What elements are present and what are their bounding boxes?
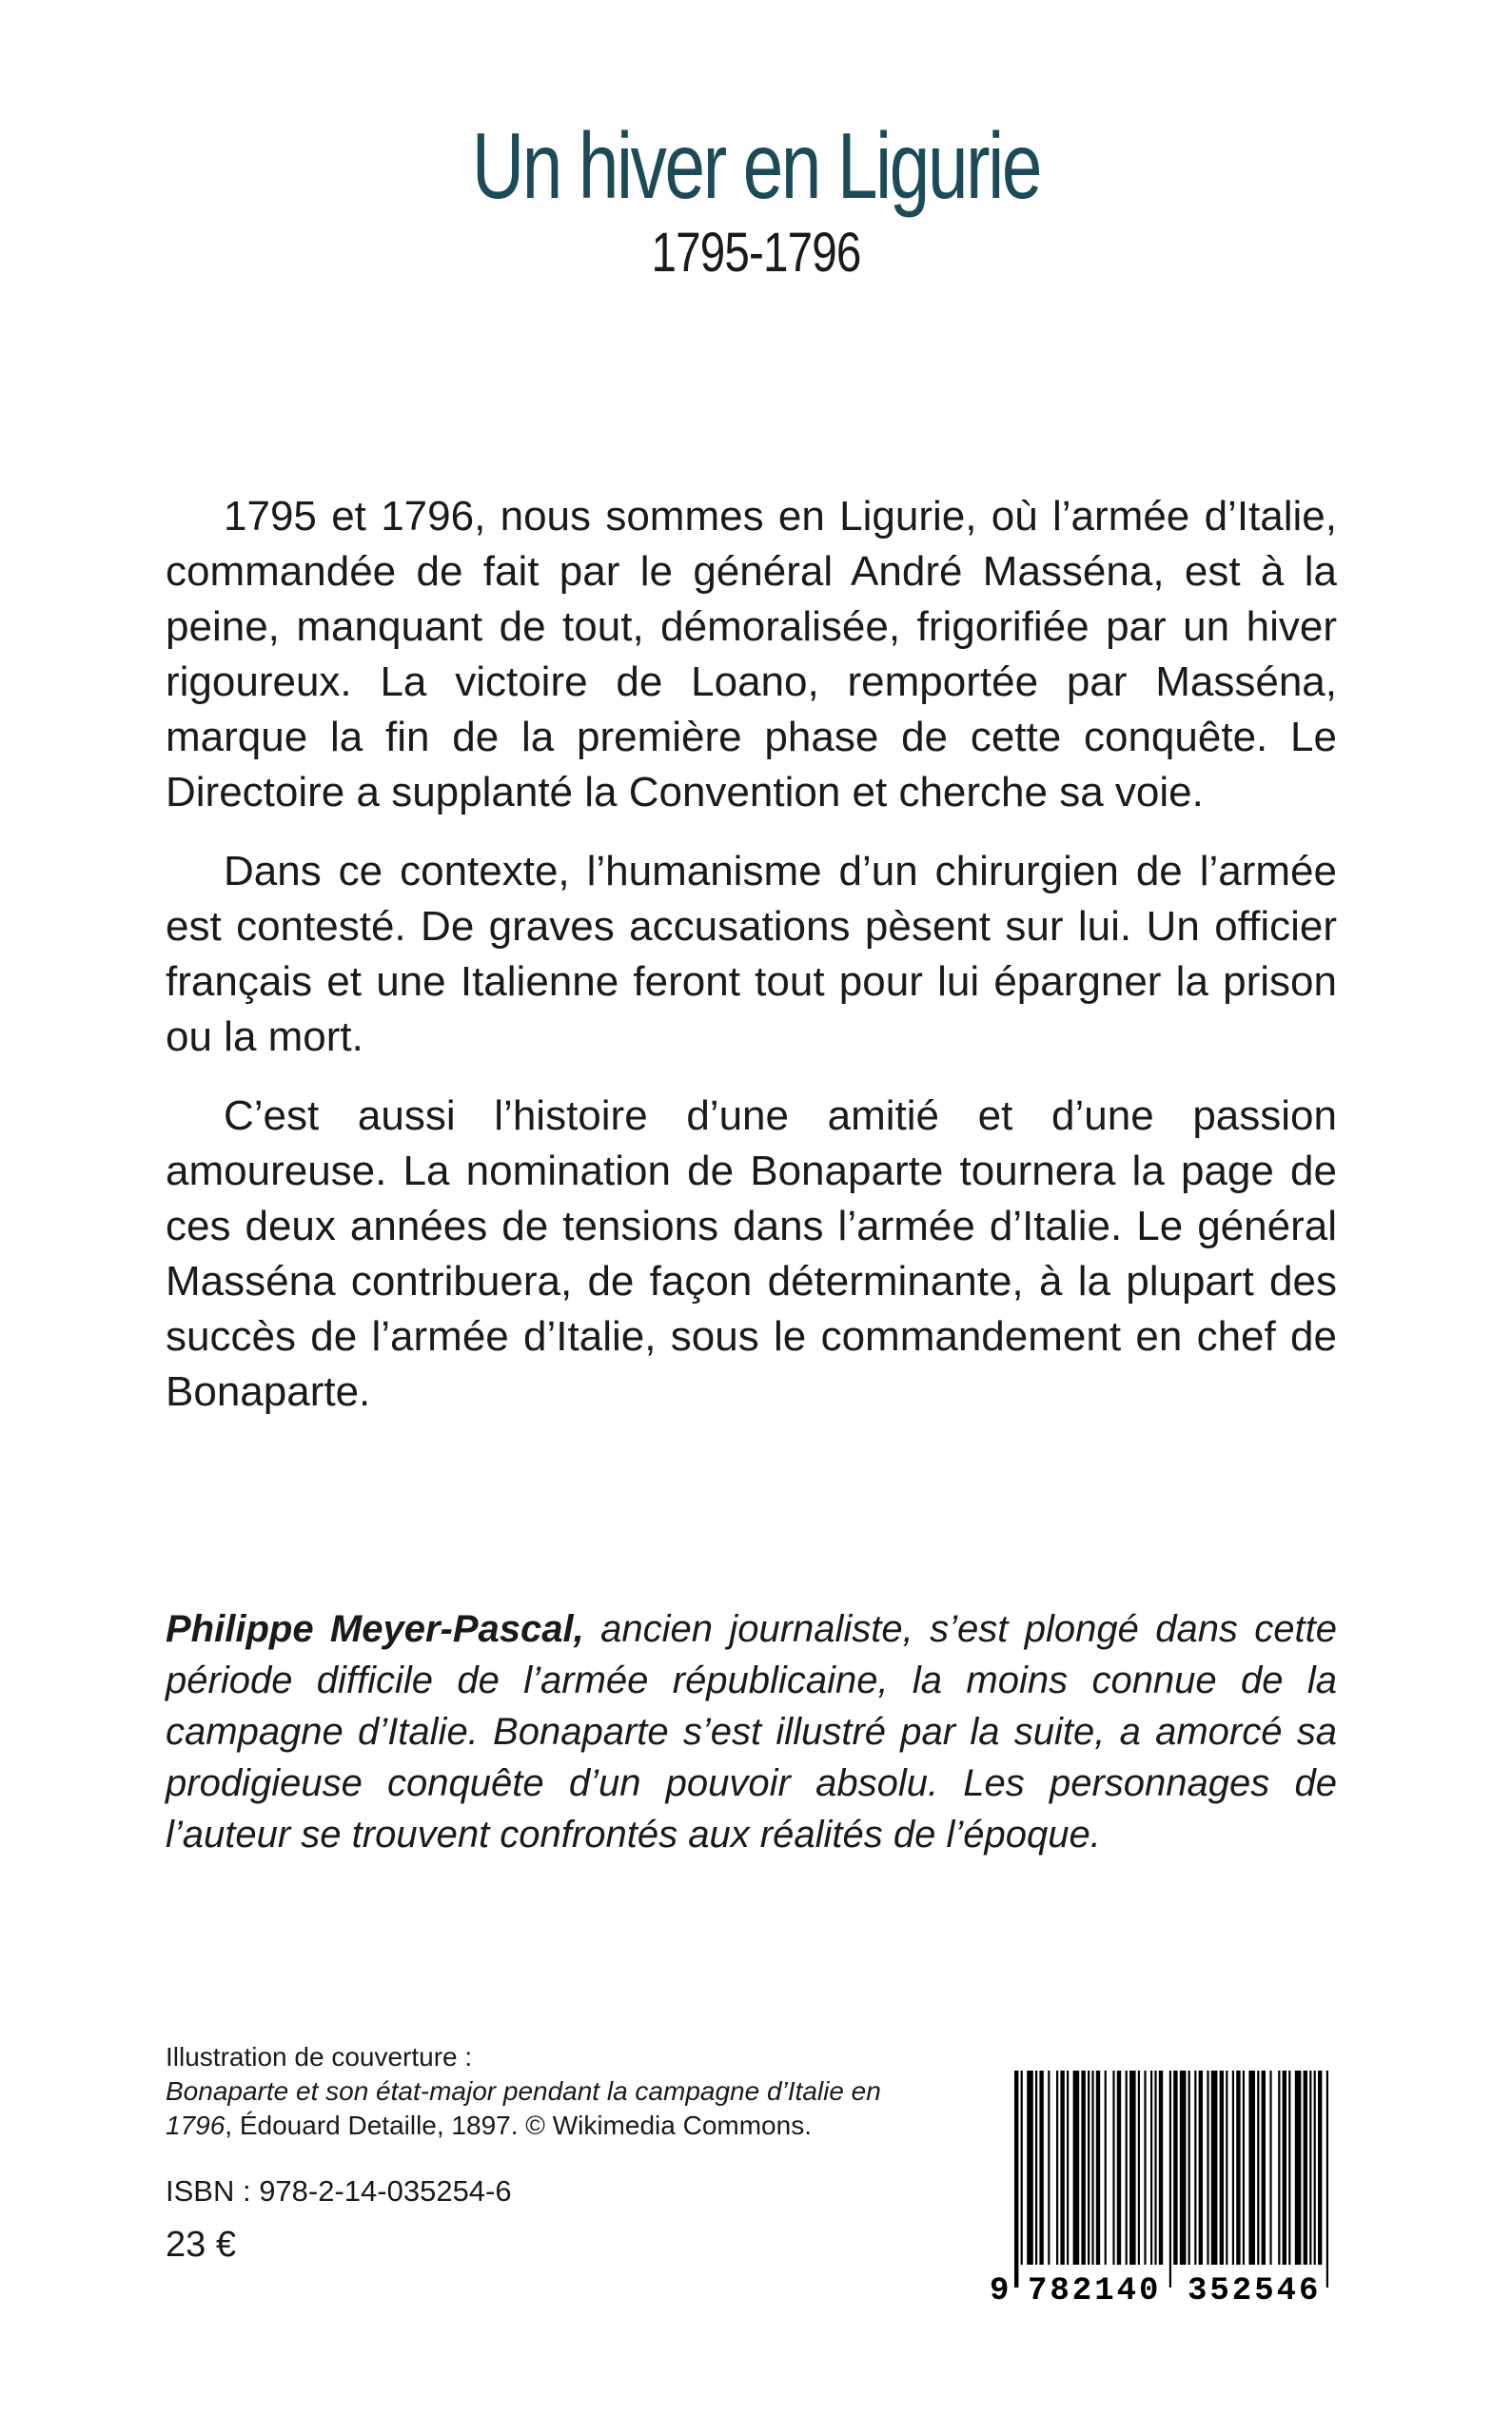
credit-work-title: Bonaparte et son état-major pendant la campagne d’Italie en 1796 — [166, 2076, 881, 2140]
barcode-bar — [1226, 2071, 1227, 2265]
barcode-bar — [1014, 2071, 1018, 2288]
barcode-bar — [1236, 2071, 1240, 2265]
barcode-bar — [1154, 2071, 1156, 2265]
barcode-bar — [1295, 2071, 1302, 2265]
author-bio — [166, 1603, 1337, 1860]
barcode-bar — [1257, 2071, 1259, 2265]
barcode-bar — [1194, 2071, 1196, 2265]
barcode-bar — [1105, 2071, 1107, 2265]
barcode-digits-left: 782140 — [1028, 2273, 1162, 2307]
barcode-bar — [1304, 2071, 1307, 2265]
barcode-bar — [1067, 2071, 1069, 2265]
barcode-bar — [1081, 2071, 1085, 2265]
barcode-bar — [1035, 2071, 1037, 2265]
blurb-paragraph-3: C’est aussi l’histoire d’une amitié et d’une passion amoureuse. La nomination de Bonaparte tournera la page de ces deux années de tensions dans l’armée d’Italie. Le général Masséna contribuera, de façon déterminante, à la plupart des succès de l’armée d’Italie, sous le commandement en chef de Bonaparte. — [166, 1092, 1337, 1415]
blurb-paragraph-1: 1795 et 1796, nous sommes en Ligurie, où l’armée d’Italie, commandée de fait par le général André Masséna, est à la peine, manquant de tout, démoralisée, frigorifiée par un hiver rigoureux. La victoire de Loano, remportée par Masséna, marque la fin de la première phase de cette conquête. Le Directoire a supplanté la Convention et cherche sa voie. — [166, 493, 1337, 815]
barcode-bar — [1288, 2071, 1290, 2265]
barcode-bar — [1129, 2071, 1136, 2265]
barcode-bar — [1056, 2071, 1058, 2265]
barcode-bar — [1021, 2071, 1023, 2265]
barcode-bar — [1150, 2071, 1152, 2265]
isbn: ISBN : 978-2-14-035254-6 — [166, 2174, 512, 2208]
barcode-bar — [1220, 2071, 1224, 2265]
author-bio-text: ancien journaliste, s’est plongé dans cette période difficile de l’armée républicaine, la moins connue de la campagne d’Italie. Bonaparte s’est illustré par la suite, a amorcé sa prodigieuse conquête d’un pouvoir absolu. Les personnages de l’auteur se trouvent confrontés aux réalités de l’époque. — [166, 1608, 1338, 1856]
barcode-bar — [1027, 2071, 1033, 2265]
barcode-bar — [1112, 2071, 1114, 2265]
barcode-bar — [1169, 2071, 1171, 2288]
barcode-bar — [1269, 2071, 1271, 2265]
barcode-bar — [1318, 2071, 1322, 2265]
barcode-bar — [1232, 2071, 1234, 2265]
author-name: Philippe Meyer-Pascal, — [166, 1608, 584, 1650]
barcode-bar — [1207, 2071, 1208, 2265]
illustration-credit — [166, 2040, 908, 2143]
barcode-bar — [1073, 2071, 1080, 2265]
barcode-bar — [1091, 2071, 1093, 2265]
barcode-bar — [1262, 2071, 1266, 2265]
barcode-bar — [1173, 2071, 1177, 2265]
barcode-digit-prefix: 9 — [990, 2273, 1010, 2307]
barcode-bar — [1243, 2071, 1245, 2265]
barcode-bar — [1326, 2071, 1328, 2288]
barcode-bar — [1117, 2071, 1121, 2265]
barcode-bar — [1144, 2071, 1146, 2265]
book-subtitle: 1795-1796 — [651, 222, 861, 284]
barcode-bar — [1180, 2071, 1187, 2265]
barcode-bar — [1188, 2071, 1190, 2265]
price: 23 € — [166, 2225, 236, 2265]
barcode-bar — [1314, 2071, 1316, 2265]
barcode-bar — [1060, 2071, 1064, 2265]
barcode-digits-right: 352546 — [1188, 2273, 1322, 2307]
blurb-paragraph-2: Dans ce contexte, l’humanisme d’un chirurgien de l’armée est contesté. De graves accusations pèsent sur lui. Un officier français et une Italienne feront tout pour lui épargner la prison ou la mort. — [166, 848, 1337, 1060]
barcode — [986, 2071, 1338, 2307]
barcode-bar — [1248, 2071, 1255, 2265]
barcode-bar — [1211, 2071, 1218, 2265]
credit-details: , Édouard Detaille, 1897. © Wikimedia Commons. — [225, 2111, 812, 2140]
barcode-bar — [1138, 2071, 1140, 2265]
barcode-bar — [1039, 2071, 1043, 2265]
book-title: Un hiver en Ligurie — [471, 113, 1041, 218]
barcode-bar — [1309, 2071, 1311, 2265]
barcode-bar — [1088, 2071, 1090, 2265]
credit-label: Illustration de couverture : — [166, 2042, 473, 2072]
barcode-bar — [1283, 2071, 1286, 2265]
barcode-bar — [1126, 2071, 1128, 2265]
barcode-bar — [1199, 2071, 1203, 2265]
barcode-bar — [1159, 2071, 1163, 2265]
barcode-bar — [1278, 2071, 1280, 2265]
barcode-bar — [1096, 2071, 1100, 2265]
blurb — [166, 489, 1337, 1444]
barcode-bar — [1048, 2071, 1050, 2265]
